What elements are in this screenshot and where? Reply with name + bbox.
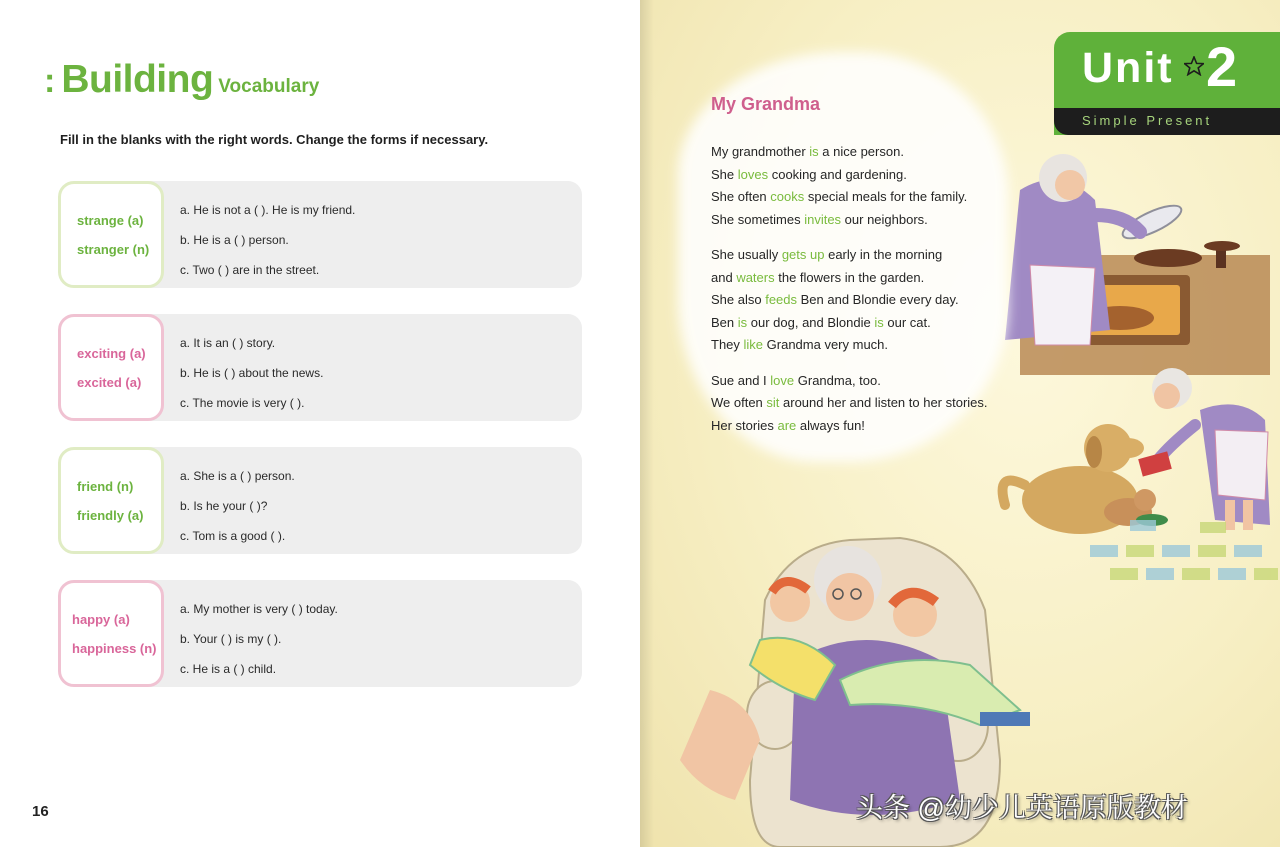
word-1: exciting (a) [77, 345, 146, 361]
verb: cooks [770, 189, 805, 204]
story-line: Sue and I love Grandma, too. [711, 372, 881, 388]
sentence-panel [98, 447, 582, 554]
sentence-a: a. My mother is very ( ) today. [180, 602, 338, 616]
sentence-a: a. He is not a ( ). He is my friend. [180, 203, 356, 217]
sentence-list [180, 594, 338, 684]
word-2: excited (a) [77, 374, 142, 390]
story-line: They like Grandma very much. [711, 337, 889, 352]
star-icon [1184, 56, 1204, 76]
vocab-group-friend [58, 447, 582, 554]
heading-colon: : [44, 62, 56, 100]
verb: is [737, 314, 748, 330]
section-heading [44, 58, 319, 102]
story-line: My grandmother is a nice person. [711, 144, 904, 159]
word-card [58, 181, 164, 288]
sentence-c: c. He is a ( ) child. [180, 662, 277, 676]
word-card [58, 580, 164, 687]
sentence-list [180, 195, 355, 285]
verb: are [777, 417, 797, 433]
story-line: She often cooks special meals for the family. [711, 189, 968, 204]
feeding-scene [1003, 368, 1271, 534]
right-page [640, 0, 1280, 847]
sentence-c: c. Tom is a good ( ). [180, 529, 286, 543]
story-line: Ben is our dog, and Blondie is our cat. [711, 314, 931, 330]
unit-number: 2 [1206, 35, 1238, 98]
word-1: happy (a) [72, 611, 130, 627]
word-card [58, 314, 164, 421]
vocab-group-happy [58, 580, 582, 687]
verb: is [874, 314, 884, 330]
instructions: Fill in the blanks with the right words. Change the forms if necessary. [60, 132, 489, 147]
story-line: She loves cooking and gardening. [711, 166, 907, 182]
word-card [58, 447, 164, 554]
story-line: She sometimes invites our neighbors. [711, 211, 928, 227]
sentence-b: b. Your ( ) is my ( ). [180, 632, 282, 646]
verb: waters [736, 269, 775, 285]
story-line: and waters the flowers in the garden. [711, 269, 925, 285]
word-1: friend (n) [77, 478, 134, 494]
unit-label: Unit [1082, 44, 1174, 92]
sentence-a: a. It is an ( ) story. [180, 336, 276, 350]
page-fold-shadow [640, 0, 654, 847]
story-line: Her stories are always fun! [711, 417, 865, 433]
verb: sit [766, 395, 780, 410]
vocab-group-exciting [58, 314, 582, 421]
story-text [711, 141, 988, 437]
word-2: friendly (a) [77, 507, 144, 523]
verb: feeds [765, 292, 798, 307]
word-2: happiness (n) [72, 640, 157, 656]
verb: love [770, 372, 795, 388]
verb: loves [737, 166, 769, 182]
sentence-list [180, 328, 323, 418]
kitchen-scene [1005, 154, 1270, 375]
unit-subtitle-bar [1054, 108, 1280, 135]
sentence-c: c. The movie is very ( ). [180, 396, 305, 410]
sentence-list [180, 461, 295, 551]
sentence-panel [98, 580, 582, 687]
sentence-panel [98, 314, 582, 421]
verb: is [809, 144, 819, 159]
verb: gets up [781, 247, 825, 262]
sentence-b: b. He is a ( ) person. [180, 233, 289, 247]
vocab-group-strange [58, 181, 582, 288]
sentence-c: c. Two ( ) are in the street. [180, 263, 320, 277]
verb: like [743, 337, 764, 352]
story-line: She usually gets up early in the morning [711, 247, 943, 262]
story-line: We often sit around her and listen to her stories. [711, 395, 988, 410]
verb: invites [804, 211, 842, 227]
sentence-b: b. He is ( ) about the news. [180, 366, 324, 380]
unit-subtitle: Simple Present [1082, 113, 1213, 128]
heading-vocabulary: Vocabulary [218, 76, 320, 97]
page-number: 16 [32, 803, 49, 820]
sentence-b: b. Is he your ( )? [180, 499, 268, 513]
sentence-a: a. She is a ( ) person. [180, 469, 295, 483]
story-title: My Grandma [711, 94, 821, 114]
watermark: 头条 @幼少儿英语原版教材 [856, 793, 1188, 823]
heading-building: Building [61, 58, 214, 101]
story-line: She also feeds Ben and Blondie every day. [711, 292, 959, 307]
word-1: strange (a) [77, 212, 144, 228]
word-2: stranger (n) [77, 241, 150, 257]
